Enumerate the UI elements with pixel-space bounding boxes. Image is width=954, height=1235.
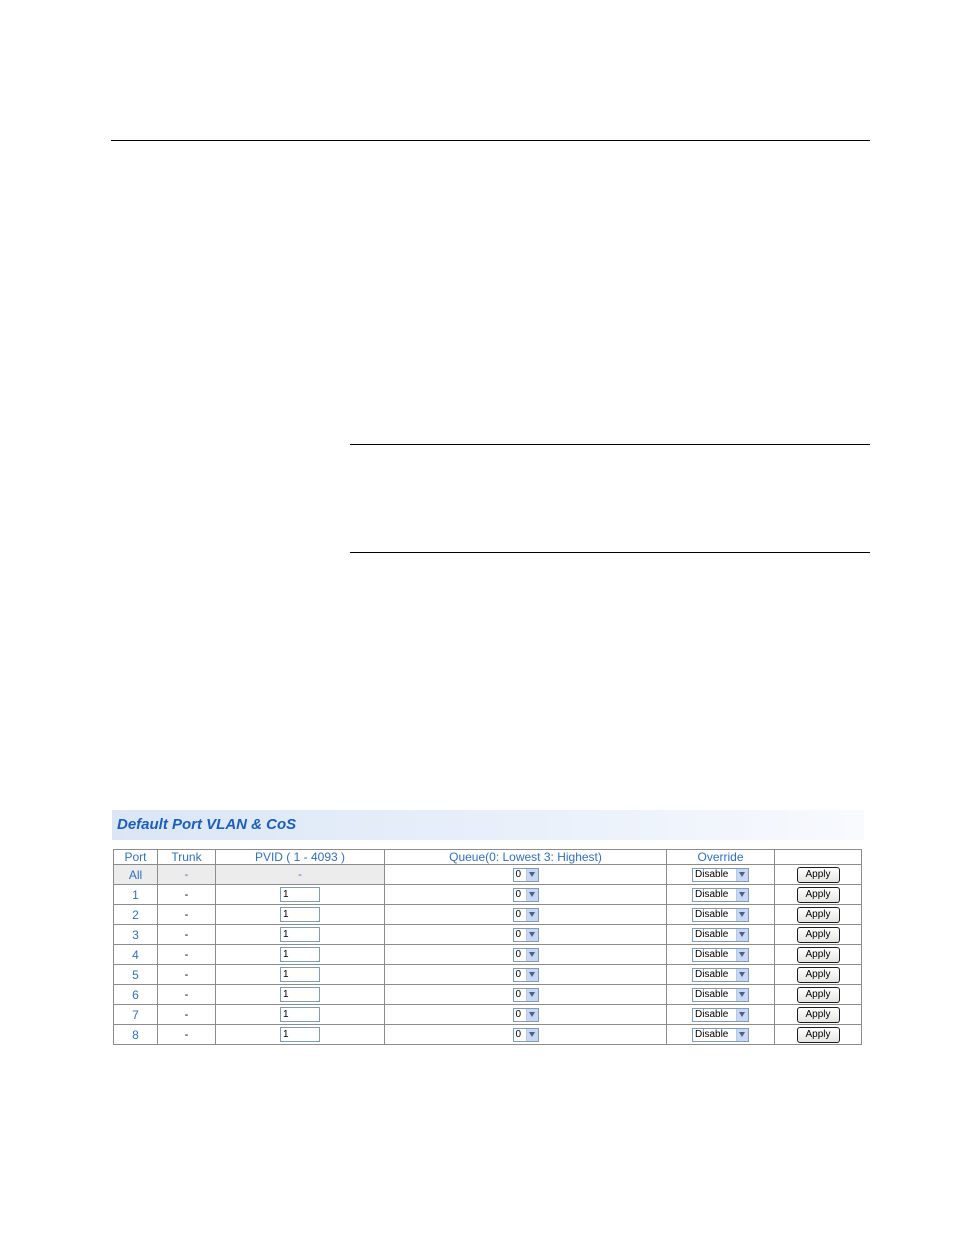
page-divider-top xyxy=(111,140,870,141)
column-header-queue: Queue(0: Lowest 3: Highest) xyxy=(385,850,667,865)
apply-button[interactable]: Apply xyxy=(797,887,840,903)
action-cell xyxy=(775,925,862,945)
queue-select[interactable] xyxy=(513,928,539,942)
override-select-all[interactable] xyxy=(692,868,749,882)
chevron-down-icon[interactable] xyxy=(736,889,748,901)
queue-cell xyxy=(385,1005,667,1025)
chevron-down-icon[interactable] xyxy=(736,869,748,881)
chevron-down-icon[interactable] xyxy=(526,909,538,921)
apply-button-all[interactable]: Apply xyxy=(797,867,840,883)
queue-cell xyxy=(385,965,667,985)
override-select-value: Disable xyxy=(695,988,729,1000)
override-cell xyxy=(667,945,775,965)
trunk-cell: - xyxy=(158,945,216,965)
action-cell xyxy=(775,985,862,1005)
queue-cell xyxy=(385,985,667,1005)
queue-select-value: 0 xyxy=(515,928,522,940)
queue-select-value: 0 xyxy=(515,888,522,900)
chevron-down-icon[interactable] xyxy=(526,1009,538,1021)
pvid-input[interactable] xyxy=(280,1007,320,1022)
pvid-input[interactable] xyxy=(280,947,320,962)
trunk-cell: - xyxy=(158,865,216,885)
pvid-cell xyxy=(216,1025,385,1045)
apply-button[interactable]: Apply xyxy=(797,987,840,1003)
chevron-down-icon[interactable] xyxy=(736,929,748,941)
override-cell xyxy=(667,885,775,905)
table-row xyxy=(114,965,862,985)
pvid-input[interactable] xyxy=(280,987,320,1002)
override-cell xyxy=(667,965,775,985)
override-select[interactable] xyxy=(692,968,749,982)
action-cell xyxy=(775,905,862,925)
apply-button[interactable]: Apply xyxy=(797,1007,840,1023)
panel-title: Default Port VLAN & CoS xyxy=(117,816,297,833)
queue-cell xyxy=(385,885,667,905)
action-cell xyxy=(775,945,862,965)
queue-cell xyxy=(385,905,667,925)
override-select[interactable] xyxy=(692,948,749,962)
action-cell xyxy=(775,1025,862,1045)
port-cell: 6 xyxy=(114,985,158,1005)
apply-button[interactable]: Apply xyxy=(797,967,840,983)
override-select[interactable] xyxy=(692,888,749,902)
trunk-cell: - xyxy=(158,1025,216,1045)
queue-select-value: 0 xyxy=(515,968,522,980)
column-header-port: Port xyxy=(114,850,158,865)
apply-button[interactable]: Apply xyxy=(797,1027,840,1043)
port-cell: 7 xyxy=(114,1005,158,1025)
trunk-cell: - xyxy=(158,905,216,925)
table-header-row xyxy=(114,850,862,865)
port-cell: 4 xyxy=(114,945,158,965)
override-cell xyxy=(667,1025,775,1045)
queue-cell xyxy=(385,1025,667,1045)
trunk-cell: - xyxy=(158,965,216,985)
note-divider-top xyxy=(350,444,870,445)
queue-cell xyxy=(385,925,667,945)
chevron-down-icon[interactable] xyxy=(736,949,748,961)
override-select[interactable] xyxy=(692,1008,749,1022)
chevron-down-icon[interactable] xyxy=(736,1029,748,1041)
table-row xyxy=(114,885,862,905)
pvid-input[interactable] xyxy=(280,967,320,982)
default-port-vlan-cos-panel xyxy=(112,810,864,840)
chevron-down-icon[interactable] xyxy=(526,969,538,981)
pvid-cell xyxy=(216,945,385,965)
chevron-down-icon[interactable] xyxy=(736,1009,748,1021)
queue-select[interactable] xyxy=(513,1028,539,1042)
pvid-input[interactable] xyxy=(280,1027,320,1042)
queue-select-value: 0 xyxy=(515,948,522,960)
override-select-value: Disable xyxy=(695,1008,729,1020)
apply-button[interactable]: Apply xyxy=(797,907,840,923)
table-row xyxy=(114,1025,862,1045)
chevron-down-icon[interactable] xyxy=(526,1029,538,1041)
chevron-down-icon[interactable] xyxy=(526,989,538,1001)
column-header-action xyxy=(775,850,862,865)
pvid-cell xyxy=(216,965,385,985)
pvid-input[interactable] xyxy=(280,927,320,942)
queue-select[interactable] xyxy=(513,908,539,922)
port-cell: 5 xyxy=(114,965,158,985)
pvid-cell: - xyxy=(216,865,385,885)
table-row-all xyxy=(114,865,862,885)
pvid-cell xyxy=(216,1005,385,1025)
override-select-value: Disable xyxy=(695,968,729,980)
chevron-down-icon[interactable] xyxy=(526,889,538,901)
override-select[interactable] xyxy=(692,988,749,1002)
trunk-cell: - xyxy=(158,985,216,1005)
override-select-value: Disable xyxy=(695,1028,729,1040)
table-row xyxy=(114,925,862,945)
port-cell: 2 xyxy=(114,905,158,925)
chevron-down-icon[interactable] xyxy=(526,949,538,961)
pvid-cell xyxy=(216,885,385,905)
chevron-down-icon[interactable] xyxy=(736,969,748,981)
table-row xyxy=(114,945,862,965)
queue-cell xyxy=(385,865,667,885)
queue-select[interactable] xyxy=(513,1008,539,1022)
action-cell xyxy=(775,865,862,885)
action-cell xyxy=(775,1005,862,1025)
action-cell xyxy=(775,965,862,985)
vlan-cos-table xyxy=(113,849,862,1045)
apply-button[interactable]: Apply xyxy=(797,947,840,963)
port-cell: 3 xyxy=(114,925,158,945)
override-select-value: Disable xyxy=(695,888,729,900)
pvid-cell xyxy=(216,925,385,945)
queue-select[interactable] xyxy=(513,968,539,982)
trunk-cell: - xyxy=(158,925,216,945)
override-cell xyxy=(667,865,775,885)
panel-title-bar xyxy=(112,810,864,840)
chevron-down-icon[interactable] xyxy=(526,869,538,881)
override-select-value: Disable xyxy=(695,948,729,960)
override-select[interactable] xyxy=(692,908,749,922)
override-cell xyxy=(667,925,775,945)
column-header-pvid: PVID ( 1 - 4093 ) xyxy=(216,850,385,865)
pvid-cell xyxy=(216,905,385,925)
chevron-down-icon[interactable] xyxy=(736,989,748,1001)
port-cell: 1 xyxy=(114,885,158,905)
table-row xyxy=(114,905,862,925)
pvid-input[interactable] xyxy=(280,887,320,902)
table-row xyxy=(114,985,862,1005)
action-cell xyxy=(775,885,862,905)
port-cell: 8 xyxy=(114,1025,158,1045)
override-select-value: Disable xyxy=(695,868,729,880)
queue-select-value: 0 xyxy=(515,988,522,1000)
apply-button[interactable]: Apply xyxy=(797,927,840,943)
override-cell xyxy=(667,1005,775,1025)
queue-select-all[interactable] xyxy=(513,868,539,882)
column-header-trunk: Trunk xyxy=(158,850,216,865)
queue-select-value: 0 xyxy=(515,908,522,920)
trunk-cell: - xyxy=(158,1005,216,1025)
chevron-down-icon[interactable] xyxy=(736,909,748,921)
pvid-cell xyxy=(216,985,385,1005)
table-row xyxy=(114,1005,862,1025)
override-select[interactable] xyxy=(692,1028,749,1042)
port-cell: All xyxy=(114,865,158,885)
note-divider-bottom xyxy=(350,552,870,553)
queue-select[interactable] xyxy=(513,948,539,962)
queue-cell xyxy=(385,945,667,965)
queue-select-value: 0 xyxy=(515,1028,522,1040)
override-select-value: Disable xyxy=(695,928,729,940)
column-header-override: Override xyxy=(667,850,775,865)
trunk-cell: - xyxy=(158,885,216,905)
chevron-down-icon[interactable] xyxy=(526,929,538,941)
override-select[interactable] xyxy=(692,928,749,942)
pvid-input[interactable] xyxy=(280,907,320,922)
override-select-value: Disable xyxy=(695,908,729,920)
queue-select[interactable] xyxy=(513,988,539,1002)
override-cell xyxy=(667,905,775,925)
queue-select-value: 0 xyxy=(515,868,522,880)
queue-select-value: 0 xyxy=(515,1008,522,1020)
override-cell xyxy=(667,985,775,1005)
queue-select[interactable] xyxy=(513,888,539,902)
